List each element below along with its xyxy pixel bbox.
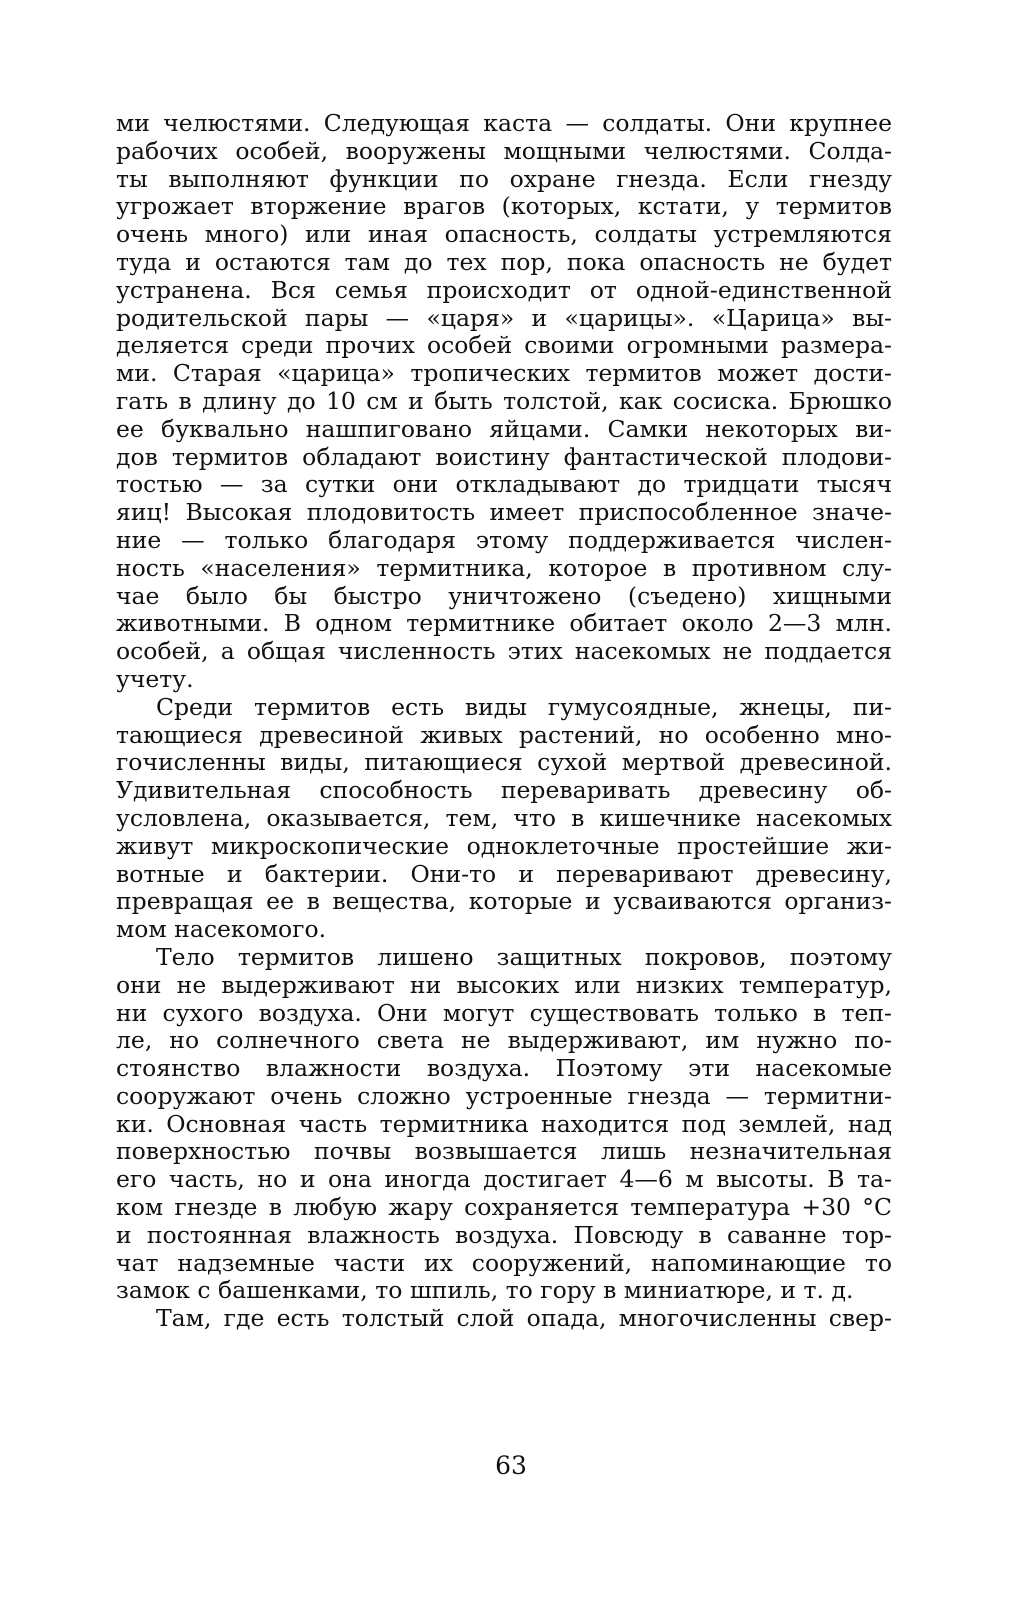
text-line: учету. (116, 664, 194, 693)
text-line: замок с башенками, то шпиль, то гору в миниатюре, и т. д. (116, 1276, 854, 1305)
text-line: ле, но солнечного света не выдерживают, им нужно по- (116, 1026, 892, 1055)
paragraph (116, 694, 892, 944)
page-body (116, 110, 892, 1333)
text-line: Удивительная способность переваривать древесину об- (116, 776, 892, 805)
text-line: животными. В одном термитнике обитает около 2—3 млн. (116, 609, 892, 638)
text-line: ми. Старая «царица» тропических термитов может дости- (116, 359, 892, 388)
text-line: превращая ее в вещества, которые и усваиваются организ- (116, 887, 892, 916)
page-number: 63 (495, 1451, 527, 1480)
text-line: угрожает вторжение врагов (которых, кстати, у термитов (116, 192, 892, 221)
text-line: ком гнезде в любую жару сохраняется температура +30 °C (116, 1193, 892, 1222)
text-line: вотные и бактерии. Они-то и переваривают древесину, (116, 859, 892, 888)
text-line: туда и остаются там до тех пор, пока опасность не будет (116, 247, 892, 276)
text-line: стоянство влажности воздуха. Поэтому эти насекомые (116, 1054, 892, 1083)
text-line: поверхностью почвы возвышается лишь незначительная (116, 1137, 892, 1166)
text-line: устранена. Вся семья происходит от одной-единственной (116, 275, 892, 304)
text-line: тостью — за сутки они откладывают до тридцати тысяч (116, 470, 892, 499)
text-line: Среди термитов есть виды гумусоядные, жнецы, пи- (156, 692, 892, 721)
text-line: они не выдерживают ни высоких или низких температур, (116, 970, 892, 999)
text-line: ты выполняют функции по охране гнезда. Если гнезду (116, 164, 892, 193)
text-line: дов термитов обладают воистину фантастической плодови- (116, 442, 892, 471)
text-line: Тело термитов лишено защитных покровов, поэтому (156, 942, 892, 971)
text-line: его часть, но и она иногда достигает 4—6 м высоты. В та- (116, 1165, 892, 1194)
text-line: мом насекомого. (116, 915, 327, 944)
text-line: и постоянная влажность воздуха. Повсюду в саванне тор- (116, 1220, 892, 1249)
paragraph (116, 110, 892, 694)
text-line: рабочих особей, вооружены мощными челюстями. Солда- (116, 136, 892, 165)
text-line: ни сухого воздуха. Они могут существовать только в теп- (116, 998, 892, 1027)
text-line: ность «населения» термитника, которое в противном слу- (116, 553, 892, 582)
text-line: особей, а общая численность этих насекомых не поддается (116, 637, 892, 666)
text-line: родительской пары — «царя» и «царицы». «Царица» вы- (116, 303, 892, 332)
text-line: ки. Основная часть термитника находится под землей, над (116, 1109, 892, 1138)
text-line: гочисленны виды, питающиеся сухой мертвой древесиной. (116, 748, 892, 777)
text-line: деляется среди прочих особей своими огромными размера- (116, 331, 892, 360)
paragraph (116, 1305, 892, 1333)
text-line: сооружают очень сложно устроенные гнезда — термитни- (116, 1081, 892, 1110)
text-line: гать в длину до 10 см и быть толстой, как сосиска. Брюшко (116, 386, 892, 415)
text-line: чат надземные части их сооружений, напоминающие то (116, 1248, 892, 1277)
paragraph (116, 944, 892, 1305)
text-line: чае было бы быстро уничтожено (съедено) хищными (116, 581, 892, 610)
text-line: условлена, оказывается, тем, что в кишечнике насекомых (116, 803, 892, 832)
text-line: ее буквально нашпиговано яйцами. Самки некоторых ви- (116, 414, 892, 443)
text-line: очень много) или иная опасность, солдаты устремляются (116, 220, 892, 249)
text-line: Там, где есть толстый слой опада, многочисленны свер- (156, 1304, 892, 1333)
text-line: тающиеся древесиной живых растений, но особенно мно- (116, 720, 892, 749)
text-line: ми челюстями. Следующая каста — солдаты. Они крупнее (116, 109, 892, 137)
text-line: живут микроскопические одноклеточные простейшие жи- (116, 831, 892, 860)
text-line: ние — только благодаря этому поддерживается числен- (116, 525, 892, 554)
text-line: яиц! Высокая плодовитость имеет приспособленное значе- (116, 498, 892, 527)
